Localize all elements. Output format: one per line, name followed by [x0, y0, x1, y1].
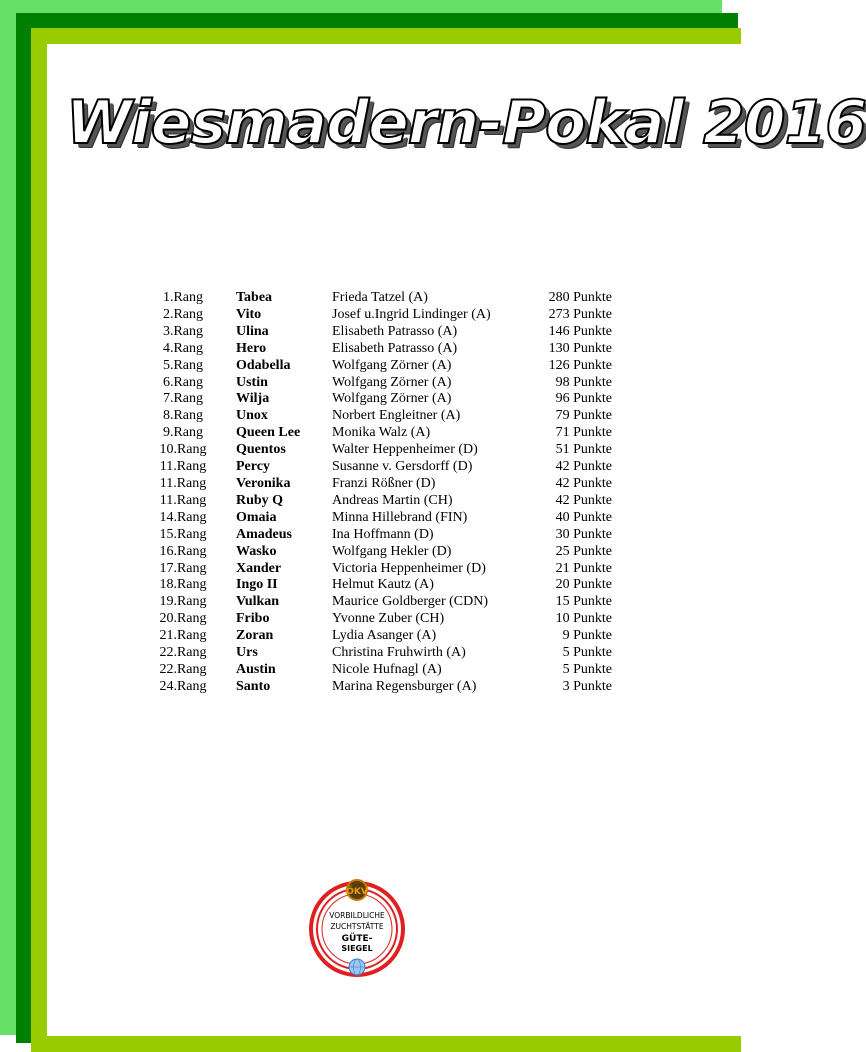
rank-cell: 3.Rang: [162, 323, 204, 339]
points-cell: 42 Punkte: [555, 459, 612, 475]
table-row: [130, 324, 612, 341]
table-row: [130, 341, 612, 358]
table-row: [130, 375, 612, 392]
dog-name-cell: Quentos: [236, 442, 286, 458]
dog-name-cell: Veronika: [236, 475, 291, 491]
rank-cell: 16.Rang: [159, 543, 207, 559]
results-body: [130, 290, 612, 696]
rank-cell: 22.Rang: [159, 661, 207, 677]
dog-name-cell: Vito: [236, 306, 262, 322]
rank-cell: 6.Rang: [162, 374, 204, 390]
points-cell: 98 Punkte: [555, 374, 612, 390]
points-cell: 146 Punkte: [548, 323, 612, 339]
owner-cell: Nicole Hufnagl (A): [332, 661, 442, 677]
owner-cell: Ina Hoffmann (D): [332, 526, 434, 542]
points-cell: 280 Punkte: [548, 290, 612, 305]
dog-name-cell: Tabea: [236, 290, 273, 305]
points-cell: 30 Punkte: [555, 526, 612, 542]
table-row: [130, 459, 612, 476]
rank-cell: 22.Rang: [159, 645, 207, 661]
points-cell: 79 Punkte: [555, 408, 612, 424]
seal-line-1: VORBILDLICHE: [329, 911, 385, 920]
points-cell: 20 Punkte: [555, 577, 612, 593]
owner-cell: Yvonne Zuber (CH): [332, 611, 445, 627]
dog-name-cell: Fribo: [236, 611, 270, 627]
rank-cell: 11.Rang: [159, 459, 207, 475]
table-row: [130, 645, 612, 662]
seal-line-4: SIEGEL: [341, 944, 373, 953]
owner-cell: Elisabeth Patrasso (A): [332, 323, 458, 339]
seal-monogram: ÖKV: [346, 887, 368, 897]
rank-cell: 10.Rang: [159, 442, 207, 458]
table-row: [130, 577, 612, 594]
owner-cell: Minna Hillebrand (FIN): [332, 509, 468, 525]
owner-cell: Andreas Martin (CH): [332, 492, 453, 508]
owner-cell: Maurice Goldberger (CDN): [332, 594, 489, 610]
page-title: Wiesmadern-Pokal 2016: [66, 88, 866, 158]
dog-name-cell: Wilja: [236, 391, 270, 407]
dog-name-cell: Xander: [236, 560, 282, 576]
points-cell: 5 Punkte: [562, 661, 612, 677]
points-cell: 126 Punkte: [548, 357, 612, 373]
owner-cell: Marina Regensburger (A): [332, 678, 477, 694]
owner-cell: Elisabeth Patrasso (A): [332, 340, 458, 356]
points-cell: 21 Punkte: [555, 560, 612, 576]
owner-cell: Wolfgang Zörner (A): [332, 357, 452, 373]
table-row: [130, 425, 612, 442]
table-row: [130, 358, 612, 375]
rank-cell: 14.Rang: [159, 509, 207, 525]
points-cell: 9 Punkte: [562, 628, 612, 644]
table-row: [130, 594, 612, 611]
points-cell: 10 Punkte: [555, 611, 612, 627]
rank-cell: 24.Rang: [159, 678, 207, 694]
table-row: [130, 628, 612, 645]
dog-name-cell: Hero: [236, 340, 267, 356]
dog-name-cell: Ustin: [236, 374, 268, 390]
dog-name-cell: Odabella: [236, 357, 291, 373]
table-row: [130, 442, 612, 459]
table-row: [130, 561, 612, 578]
rank-cell: 9.Rang: [162, 425, 204, 441]
points-cell: 42 Punkte: [555, 475, 612, 491]
owner-cell: Wolfgang Zörner (A): [332, 391, 452, 407]
dog-name-cell: Unox: [236, 408, 268, 424]
owner-cell: Helmut Kautz (A): [332, 577, 434, 593]
points-cell: 71 Punkte: [555, 425, 612, 441]
rank-cell: 5.Rang: [162, 357, 204, 373]
rank-cell: 21.Rang: [159, 628, 207, 644]
seal-line-2: ZUCHTSTÄTTE: [330, 922, 384, 931]
table-row: [130, 476, 612, 493]
points-cell: 96 Punkte: [555, 391, 612, 407]
points-cell: 51 Punkte: [555, 442, 612, 458]
dog-name-cell: Queen Lee: [236, 425, 301, 441]
table-row: [130, 679, 612, 696]
owner-cell: Josef u.Ingrid Lindinger (A): [332, 306, 491, 322]
rank-cell: 4.Rang: [162, 340, 204, 356]
owner-cell: Christina Fruhwirth (A): [332, 645, 466, 661]
rank-cell: 15.Rang: [159, 526, 207, 542]
dog-name-cell: Urs: [236, 645, 258, 661]
owner-cell: Wolfgang Hekler (D): [332, 543, 452, 559]
dog-name-cell: Santo: [236, 678, 271, 694]
table-row: [130, 391, 612, 408]
points-cell: 5 Punkte: [562, 645, 612, 661]
table-row: [130, 307, 612, 324]
seal-line-3: GÜTE-: [341, 934, 373, 944]
points-cell: 42 Punkte: [555, 492, 612, 508]
rank-cell: 11.Rang: [159, 475, 207, 491]
rank-cell: 7.Rang: [162, 391, 204, 407]
rank-cell: 8.Rang: [162, 408, 204, 424]
table-row: [130, 527, 612, 544]
table-row: [130, 510, 612, 527]
rank-cell: 2.Rang: [162, 306, 204, 322]
owner-cell: Franzi Rößner (D): [332, 475, 436, 491]
dog-name-cell: Zoran: [236, 628, 274, 644]
table-row: [130, 544, 612, 561]
rank-cell: 19.Rang: [159, 594, 207, 610]
dog-name-cell: Austin: [236, 661, 276, 677]
quality-seal-logo: [309, 877, 405, 981]
owner-cell: Walter Heppenheimer (D): [332, 442, 478, 458]
dog-name-cell: Vulkan: [236, 594, 280, 610]
points-cell: 25 Punkte: [555, 543, 612, 559]
points-cell: 273 Punkte: [548, 306, 612, 322]
dog-name-cell: Ingo II: [236, 577, 278, 593]
points-cell: 15 Punkte: [555, 594, 612, 610]
points-cell: 130 Punkte: [548, 340, 612, 356]
owner-cell: Victoria Heppenheimer (D): [332, 560, 486, 576]
rank-cell: 20.Rang: [159, 611, 207, 627]
table-row: [130, 611, 612, 628]
rank-cell: 11.Rang: [159, 492, 207, 508]
owner-cell: Wolfgang Zörner (A): [332, 374, 452, 390]
owner-cell: Monika Walz (A): [332, 425, 431, 441]
points-cell: 3 Punkte: [562, 678, 612, 694]
dog-name-cell: Amadeus: [236, 526, 293, 542]
dog-name-cell: Ruby Q: [236, 492, 284, 508]
table-row: [130, 290, 612, 307]
table-row: [130, 493, 612, 510]
owner-cell: Frieda Tatzel (A): [332, 290, 428, 305]
owner-cell: Susanne v. Gersdorff (D): [332, 459, 473, 475]
rank-cell: 17.Rang: [159, 560, 207, 576]
rank-cell: 18.Rang: [159, 577, 207, 593]
owner-cell: Lydia Asanger (A): [332, 628, 437, 644]
rank-cell: 1.Rang: [162, 290, 204, 305]
points-cell: 40 Punkte: [555, 509, 612, 525]
dog-name-cell: Ulina: [236, 323, 269, 339]
table-row: [130, 662, 612, 679]
dog-name-cell: Wasko: [236, 543, 277, 559]
owner-cell: Norbert Engleitner (A): [332, 408, 461, 424]
results-table: [130, 290, 612, 696]
table-row: [130, 408, 612, 425]
dog-name-cell: Omaia: [236, 509, 277, 525]
dog-name-cell: Percy: [236, 459, 270, 475]
